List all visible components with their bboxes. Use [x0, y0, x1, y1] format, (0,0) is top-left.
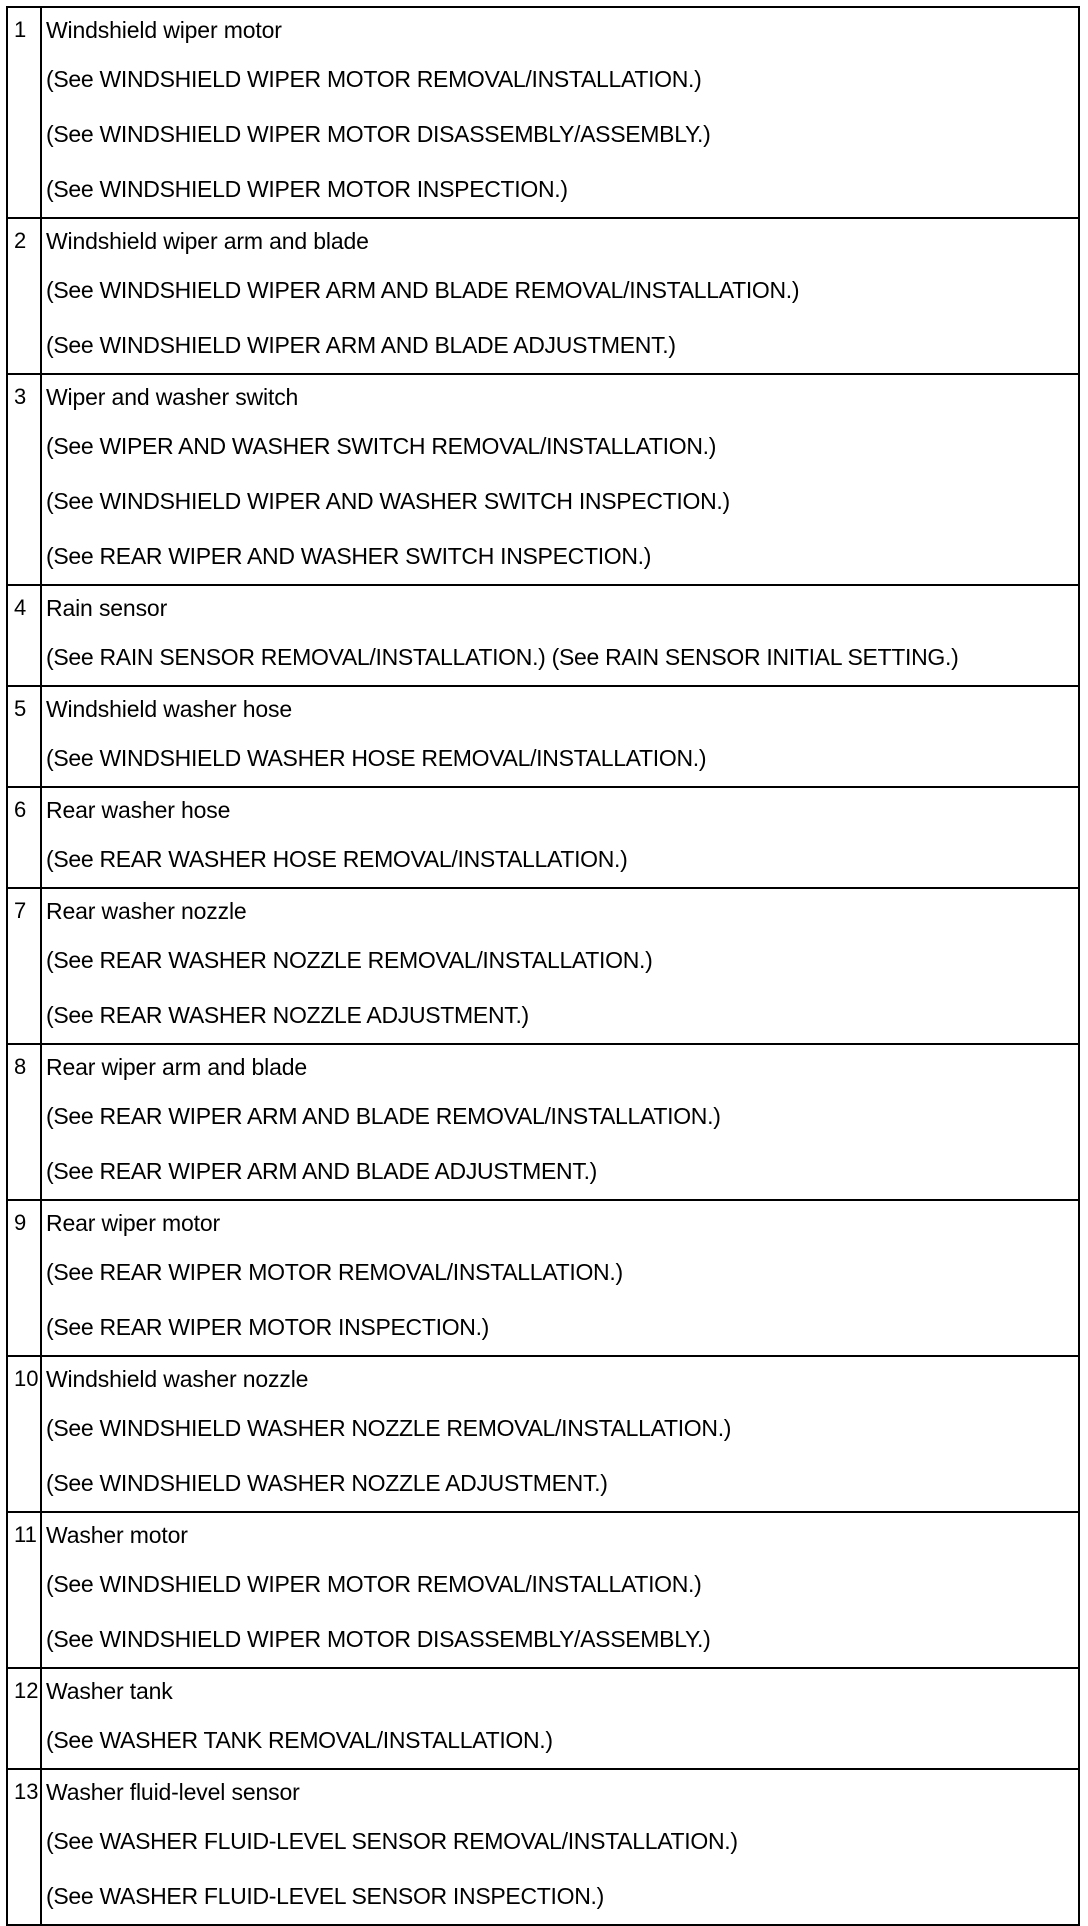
item-content: [41, 686, 1079, 787]
table-row: [7, 888, 1079, 1044]
item-title: Rear washer nozzle: [46, 898, 247, 924]
item-number: 13: [7, 1769, 41, 1925]
reference-link[interactable]: (See WINDSHIELD WIPER ARM AND BLADE ADJUSTMENT.): [46, 332, 676, 358]
table-row: [7, 1769, 1079, 1925]
reference-link[interactable]: (See WINDSHIELD WIPER MOTOR REMOVAL/INSTALLATION.): [46, 66, 702, 92]
parts-reference-table: [6, 6, 1080, 1926]
item-content: [41, 1769, 1079, 1925]
item-title: Windshield washer nozzle: [46, 1366, 309, 1392]
table-row: [7, 7, 1079, 218]
item-number: 1: [7, 7, 41, 218]
item-content: [41, 1512, 1079, 1668]
reference-link[interactable]: (See WINDSHIELD WIPER MOTOR REMOVAL/INSTALLATION.): [46, 1571, 702, 1597]
reference-link[interactable]: (See WASHER FLUID-LEVEL SENSOR REMOVAL/INSTALLATION.): [46, 1828, 738, 1854]
item-title: Windshield wiper arm and blade: [46, 228, 369, 254]
item-number: 6: [7, 787, 41, 888]
table-row: [7, 1356, 1079, 1512]
item-title: Rear washer hose: [46, 797, 231, 823]
item-number: 3: [7, 374, 41, 585]
item-title: Washer fluid-level sensor: [46, 1779, 300, 1805]
item-title: Windshield wiper motor: [46, 17, 282, 43]
reference-link[interactable]: (See REAR WIPER ARM AND BLADE REMOVAL/INSTALLATION.): [46, 1103, 721, 1129]
reference-link[interactable]: (See REAR WIPER MOTOR INSPECTION.): [46, 1314, 490, 1340]
table-row: [7, 1044, 1079, 1200]
reference-link[interactable]: (See WINDSHIELD WIPER MOTOR INSPECTION.): [46, 176, 568, 202]
reference-link[interactable]: (See REAR WIPER AND WASHER SWITCH INSPECTION.): [46, 543, 652, 569]
table-row: [7, 1512, 1079, 1668]
item-content: [41, 218, 1079, 374]
reference-link[interactable]: (See REAR WASHER NOZZLE ADJUSTMENT.): [46, 1002, 529, 1028]
item-content: [41, 585, 1079, 686]
reference-link[interactable]: (See REAR WIPER MOTOR REMOVAL/INSTALLATION.): [46, 1259, 623, 1285]
table-row: [7, 1200, 1079, 1356]
item-content: [41, 787, 1079, 888]
item-number: 12: [7, 1668, 41, 1769]
table-row: [7, 585, 1079, 686]
item-number: 5: [7, 686, 41, 787]
item-title: Rear wiper arm and blade: [46, 1054, 308, 1080]
item-title: Wiper and washer switch: [46, 384, 299, 410]
item-number: 4: [7, 585, 41, 686]
table-row: [7, 787, 1079, 888]
reference-link[interactable]: (See WINDSHIELD WIPER MOTOR DISASSEMBLY/ASSEMBLY.): [46, 121, 711, 147]
item-content: [41, 7, 1079, 218]
reference-link[interactable]: (See RAIN SENSOR REMOVAL/INSTALLATION.) (See RAIN SENSOR INITIAL SETTING.): [46, 644, 959, 670]
reference-link[interactable]: (See WINDSHIELD WIPER MOTOR DISASSEMBLY/ASSEMBLY.): [46, 1626, 711, 1652]
table-row: [7, 686, 1079, 787]
item-number: 10: [7, 1356, 41, 1512]
table-row: [7, 374, 1079, 585]
item-title: Washer tank: [46, 1678, 173, 1704]
item-number: 8: [7, 1044, 41, 1200]
reference-link[interactable]: (See WINDSHIELD WASHER NOZZLE REMOVAL/INSTALLATION.): [46, 1415, 732, 1441]
reference-link[interactable]: (See WIPER AND WASHER SWITCH REMOVAL/INSTALLATION.): [46, 433, 717, 459]
item-number: 11: [7, 1512, 41, 1668]
reference-link[interactable]: (See REAR WASHER HOSE REMOVAL/INSTALLATION.): [46, 846, 628, 872]
item-content: [41, 1356, 1079, 1512]
table-row: [7, 218, 1079, 374]
reference-link[interactable]: (See WINDSHIELD WASHER HOSE REMOVAL/INSTALLATION.): [46, 745, 707, 771]
item-title: Washer motor: [46, 1522, 188, 1548]
reference-link[interactable]: (See REAR WASHER NOZZLE REMOVAL/INSTALLATION.): [46, 947, 653, 973]
item-title: Rain sensor: [46, 595, 168, 621]
item-number: 2: [7, 218, 41, 374]
item-number: 9: [7, 1200, 41, 1356]
table-body: [7, 7, 1079, 1925]
item-content: [41, 1044, 1079, 1200]
reference-link[interactable]: (See WINDSHIELD WASHER NOZZLE ADJUSTMENT.): [46, 1470, 608, 1496]
reference-link[interactable]: (See REAR WIPER ARM AND BLADE ADJUSTMENT.): [46, 1158, 598, 1184]
item-content: [41, 888, 1079, 1044]
reference-link[interactable]: (See WASHER FLUID-LEVEL SENSOR INSPECTION.): [46, 1883, 604, 1909]
reference-link[interactable]: (See WASHER TANK REMOVAL/INSTALLATION.): [46, 1727, 553, 1753]
reference-link[interactable]: (See WINDSHIELD WIPER AND WASHER SWITCH INSPECTION.): [46, 488, 730, 514]
item-content: [41, 1668, 1079, 1769]
item-title: Rear wiper motor: [46, 1210, 220, 1236]
item-number: 7: [7, 888, 41, 1044]
reference-link[interactable]: (See WINDSHIELD WIPER ARM AND BLADE REMOVAL/INSTALLATION.): [46, 277, 800, 303]
item-content: [41, 374, 1079, 585]
item-content: [41, 1200, 1079, 1356]
table-row: [7, 1668, 1079, 1769]
item-title: Windshield washer hose: [46, 696, 292, 722]
